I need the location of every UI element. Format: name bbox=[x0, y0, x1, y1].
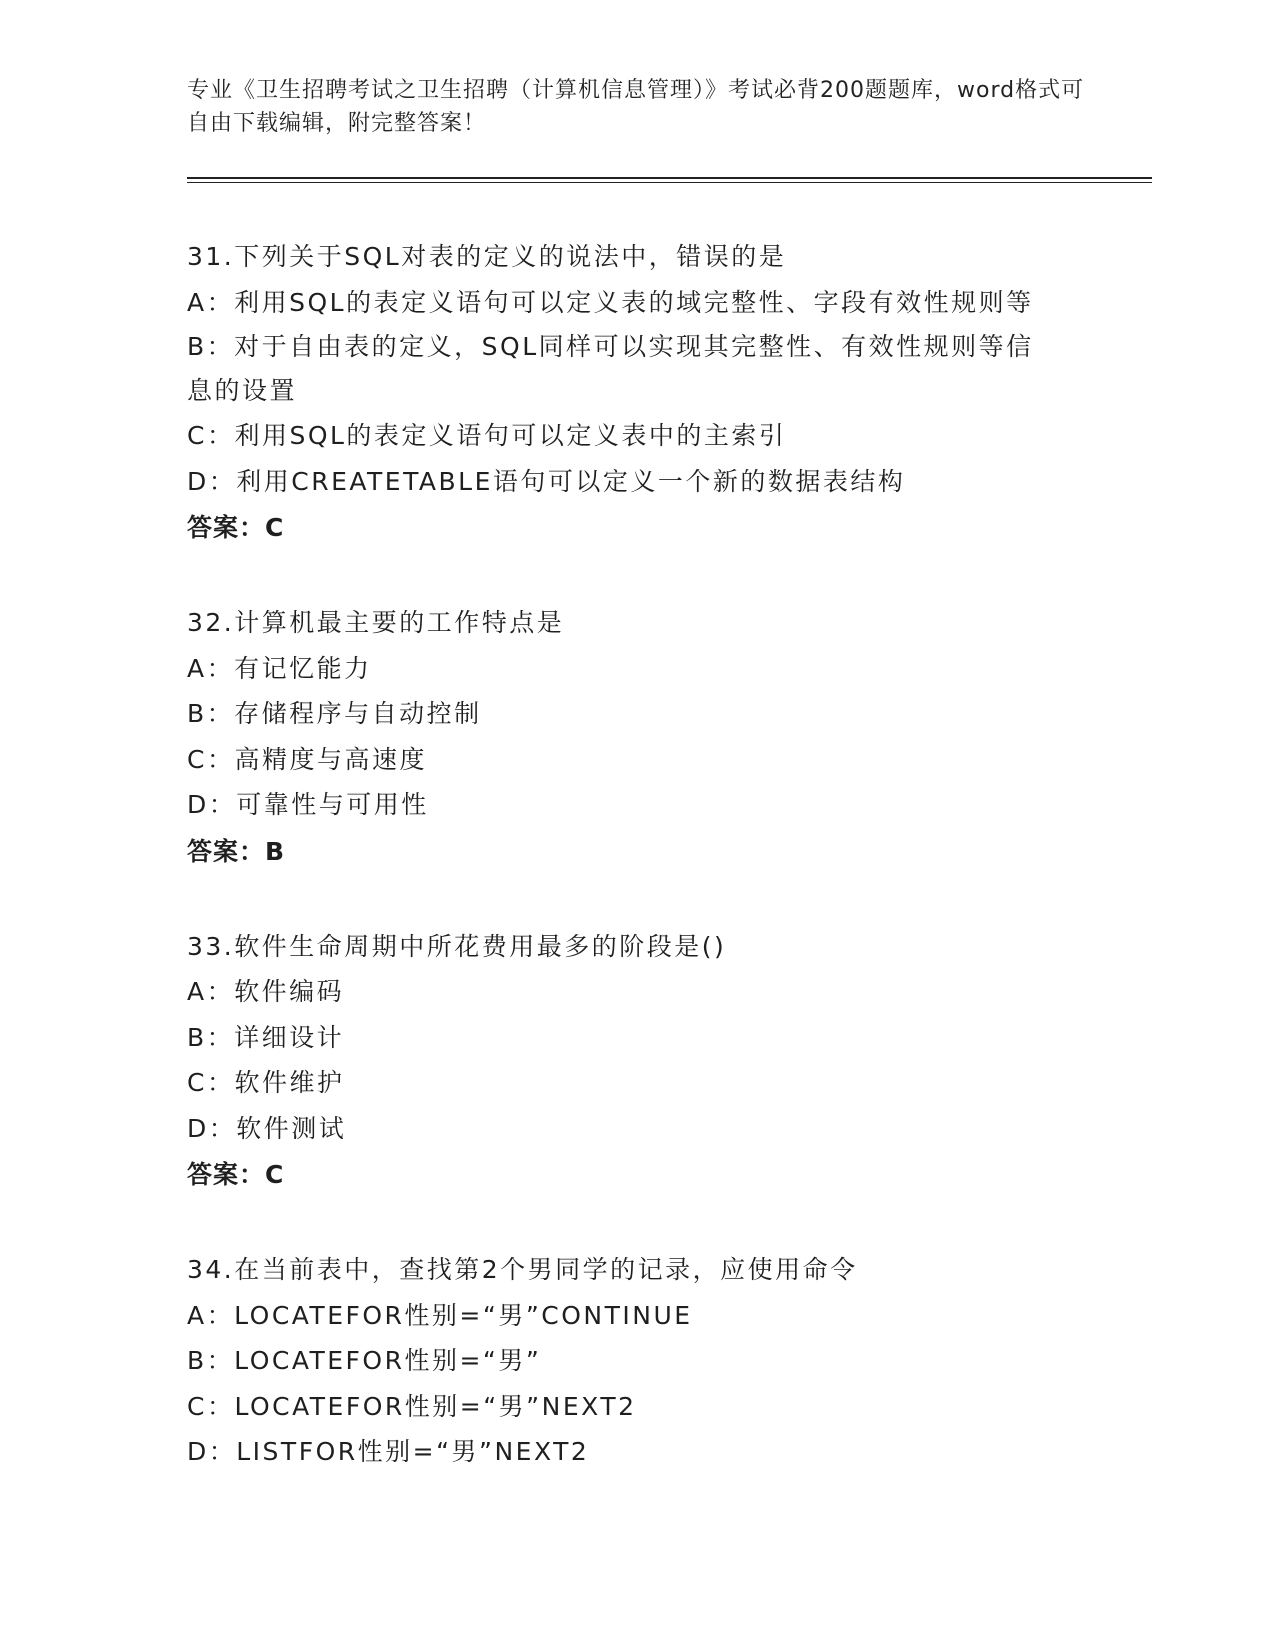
option-d: D：可靠性与可用性 bbox=[187, 790, 429, 819]
option-b: B：LOCATEFOR性别=“男” bbox=[187, 1346, 542, 1375]
option-a: A：软件编码 bbox=[187, 977, 345, 1006]
question-34 bbox=[187, 1247, 1087, 1475]
answer-text: 答案：C bbox=[187, 1160, 285, 1189]
option-c: C：软件维护 bbox=[187, 1068, 345, 1097]
question-33 bbox=[187, 924, 1087, 1200]
option-b: B：详细设计 bbox=[187, 1022, 345, 1052]
answer-text: 答案：C bbox=[187, 513, 285, 542]
question-31 bbox=[187, 234, 1087, 552]
option-a: A：有记忆能力 bbox=[187, 653, 372, 683]
question-stem: 32.计算机最主要的工作特点是 bbox=[187, 608, 565, 637]
option-d: D：利用CREATETABLE语句可以定义一个新的数据表结构 bbox=[187, 466, 906, 496]
answer-text: 答案：B bbox=[187, 836, 286, 866]
option-c: C：LOCATEFOR性别=“男”NEXT2 bbox=[187, 1391, 637, 1421]
option-b: B：存储程序与自动控制 bbox=[187, 699, 482, 728]
option-c: C：高精度与高速度 bbox=[187, 744, 427, 774]
option-c: C：利用SQL的表定义语句可以定义表中的主索引 bbox=[187, 421, 787, 450]
option-d: D：LISTFOR性别=“男”NEXT2 bbox=[187, 1437, 590, 1466]
question-stem: 31.下列关于SQL对表的定义的说法中，错误的是 bbox=[187, 242, 787, 271]
option-a: A：LOCATEFOR性别=“男”CONTINUE bbox=[187, 1300, 693, 1330]
question-32 bbox=[187, 600, 1087, 876]
question-stem: 34.在当前表中，查找第2个男同学的记录，应使用命令 bbox=[187, 1255, 858, 1284]
question-list bbox=[187, 234, 1087, 1475]
question-stem: 33.软件生命周期中所花费用最多的阶段是() bbox=[187, 931, 727, 961]
option-a: A：利用SQL的表定义语句可以定义表的域完整性、字段有效性规则等 bbox=[187, 287, 1034, 317]
header-divider bbox=[187, 177, 1152, 183]
option-b: B：对于自由表的定义，SQL同样可以实现其完整性、有效性规则等信息的设置 bbox=[187, 332, 1034, 405]
option-d: D：软件测试 bbox=[187, 1113, 347, 1143]
document-header: 专业《卫生招聘考试之卫生招聘（计算机信息管理）》考试必背200题题库，word格式可自由下载编辑，附完整答案！ bbox=[187, 78, 1085, 136]
